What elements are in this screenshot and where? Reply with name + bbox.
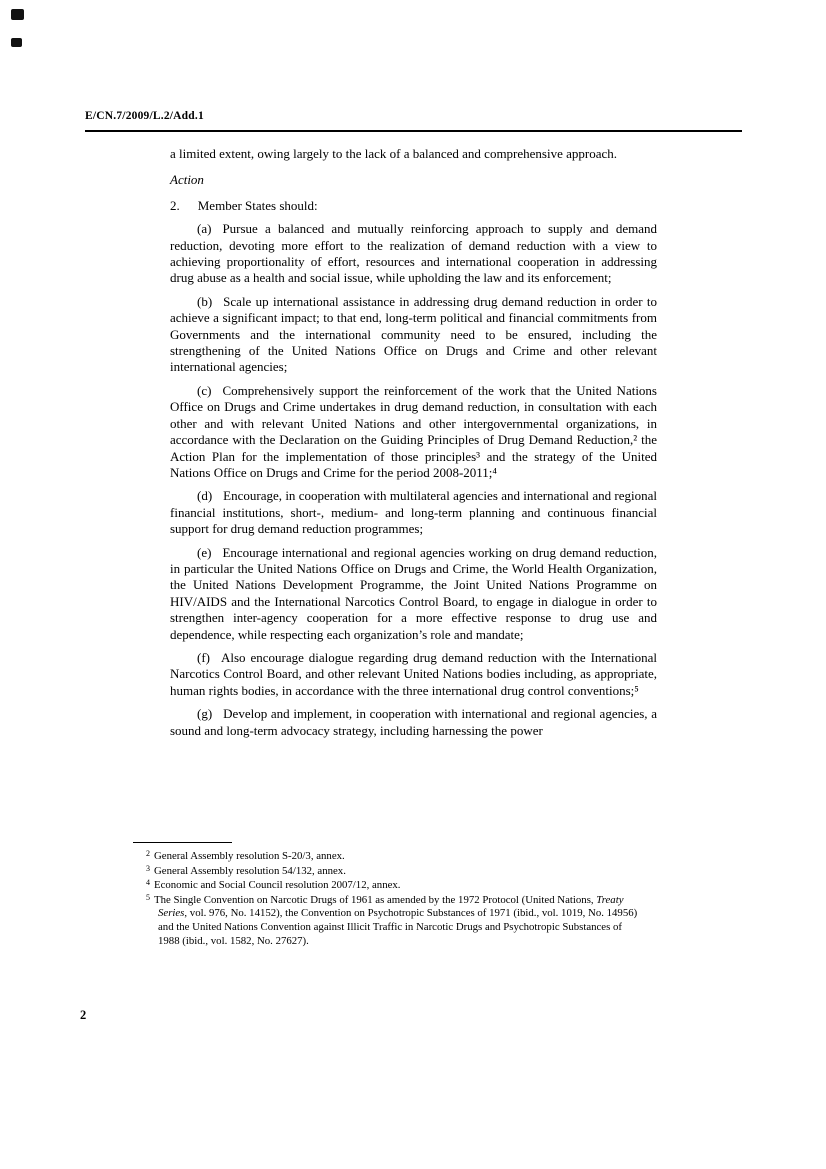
- item-label: (e): [197, 544, 212, 560]
- document-header: [85, 106, 742, 132]
- item-text: Develop and implement, in cooperation with international and regional agencies, a sound and long-term advocacy strategy, including harnessing the power: [170, 706, 657, 738]
- item-label: (a): [197, 221, 212, 237]
- footnotes-section: [133, 842, 638, 949]
- paragraph-2g: [170, 706, 657, 739]
- item-text: Encourage international and regional agencies working on drug demand reduction, in particular the United Nations Office on Drugs and Crime, the World Health Organization, the United Nations Development Programme, the Joint United Nations Programme on HIV/AIDS and the International Narcotics Control Board, to engage in dialogue in order to strengthen inter-agency cooperation for a more effective response to drug use and dependence, while respecting each organization’s role and mandate;: [170, 544, 657, 642]
- footnote-marker: 5: [146, 892, 150, 902]
- item-label: (f): [197, 649, 210, 665]
- item-text: Encourage, in cooperation with multilateral agencies and international and regional financial institutions, short-, medium- and long-term planning and continuous financial support for drug demand reduction programmes;: [170, 488, 657, 537]
- paragraph-2a: [170, 221, 657, 287]
- footnote-text: Economic and Social Council resolution 2007/12, annex.: [154, 879, 401, 892]
- footnote-marker: 4: [146, 878, 150, 888]
- paragraph-2c: [170, 383, 657, 481]
- header-rule: [85, 130, 742, 132]
- scan-artifact: [11, 9, 24, 20]
- section-heading-action: Action: [170, 172, 204, 188]
- item-text: Also encourage dialogue regarding drug demand reduction with the International Narcotics Control Board, and other relevant United Nations bodies including, as appropriate, human rights bodies, in accordance with the three international drug control conventions;⁵: [170, 649, 657, 698]
- paragraph-2b: [170, 294, 657, 376]
- paragraph-intro: a limited extent, owing largely to the lack of a balanced and comprehensive approach.: [170, 146, 618, 161]
- item-text: Comprehensively support the reinforcement of the work that the United Nations Office on Drugs and Crime undertakes in drug demand reduction, in consultation with each other and with relevant United Nations and other intergovernmental organizations, in accordance with the Declaration on the Guiding Principles of Drug Demand Reduction,² the Action Plan for the implementation of those principles³ and the strategy of the United Nations Office on Drugs and Crime for the period 2008-2011;⁴: [170, 382, 657, 480]
- paragraph-text: Member States should:: [197, 197, 318, 213]
- item-label: (d): [197, 488, 213, 504]
- paragraph-number: 2.: [170, 197, 180, 213]
- item-label: (b): [197, 293, 213, 309]
- footnote-5: [146, 894, 638, 948]
- footnote-marker: 2: [146, 849, 150, 858]
- item-text: Scale up international assistance in addressing drug demand reduction in order to achieve a significant impact; to that end, long-term political and financial commitments from Governments and the international community need to be ensured, including the strengthening of the United Nations Office on Drugs and Crime and other relevant international agencies;: [170, 293, 657, 375]
- item-label: (g): [197, 706, 213, 722]
- footnote-text: The Single Convention on Narcotic Drugs of 1961 as amended by the 1972 Protocol (United Nations,: [154, 893, 597, 906]
- paragraph-2d: [170, 488, 657, 537]
- document-body: [170, 146, 657, 746]
- paragraph-2e: [170, 545, 657, 643]
- footnote-2: [146, 850, 638, 864]
- footnote-text: , vol. 976, No. 14152), the Convention on Psychotropic Substances of 1971 (ibid., vol. 1019, No. 14956) and the United Nations Convention against Illicit Traffic in Narcotic Drugs and Psychotropic Substances of 1988 (ibid., vol. 1582, No. 27627).: [158, 907, 638, 947]
- footnote-marker: 3: [146, 863, 150, 873]
- footnote-3: [146, 865, 638, 879]
- paragraph-2: [170, 198, 657, 214]
- footnote-text: General Assembly resolution S-20/3, annex.: [154, 850, 345, 862]
- footnote-4: [146, 879, 638, 893]
- item-label: (c): [197, 382, 212, 398]
- footnote-text: General Assembly resolution 54/132, annex.: [154, 864, 346, 877]
- footnote-italic-title: Treaty Series: [158, 893, 624, 920]
- item-text: Pursue a balanced and mutually reinforcing approach to supply and demand reduction, devoting more effort to the realization of demand reduction with a view to achieving proportionality of effort, resources and international cooperation in addressing drug abuse as a health and social issue, while upholding the law and its enforcement;: [170, 221, 657, 286]
- page-number: 2: [80, 1008, 87, 1022]
- scan-artifact: [11, 38, 22, 47]
- footnote-separator-rule: [133, 842, 232, 843]
- paragraph-2f: [170, 650, 657, 699]
- document-symbol: E/CN.7/2009/L.2/Add.1: [85, 110, 204, 122]
